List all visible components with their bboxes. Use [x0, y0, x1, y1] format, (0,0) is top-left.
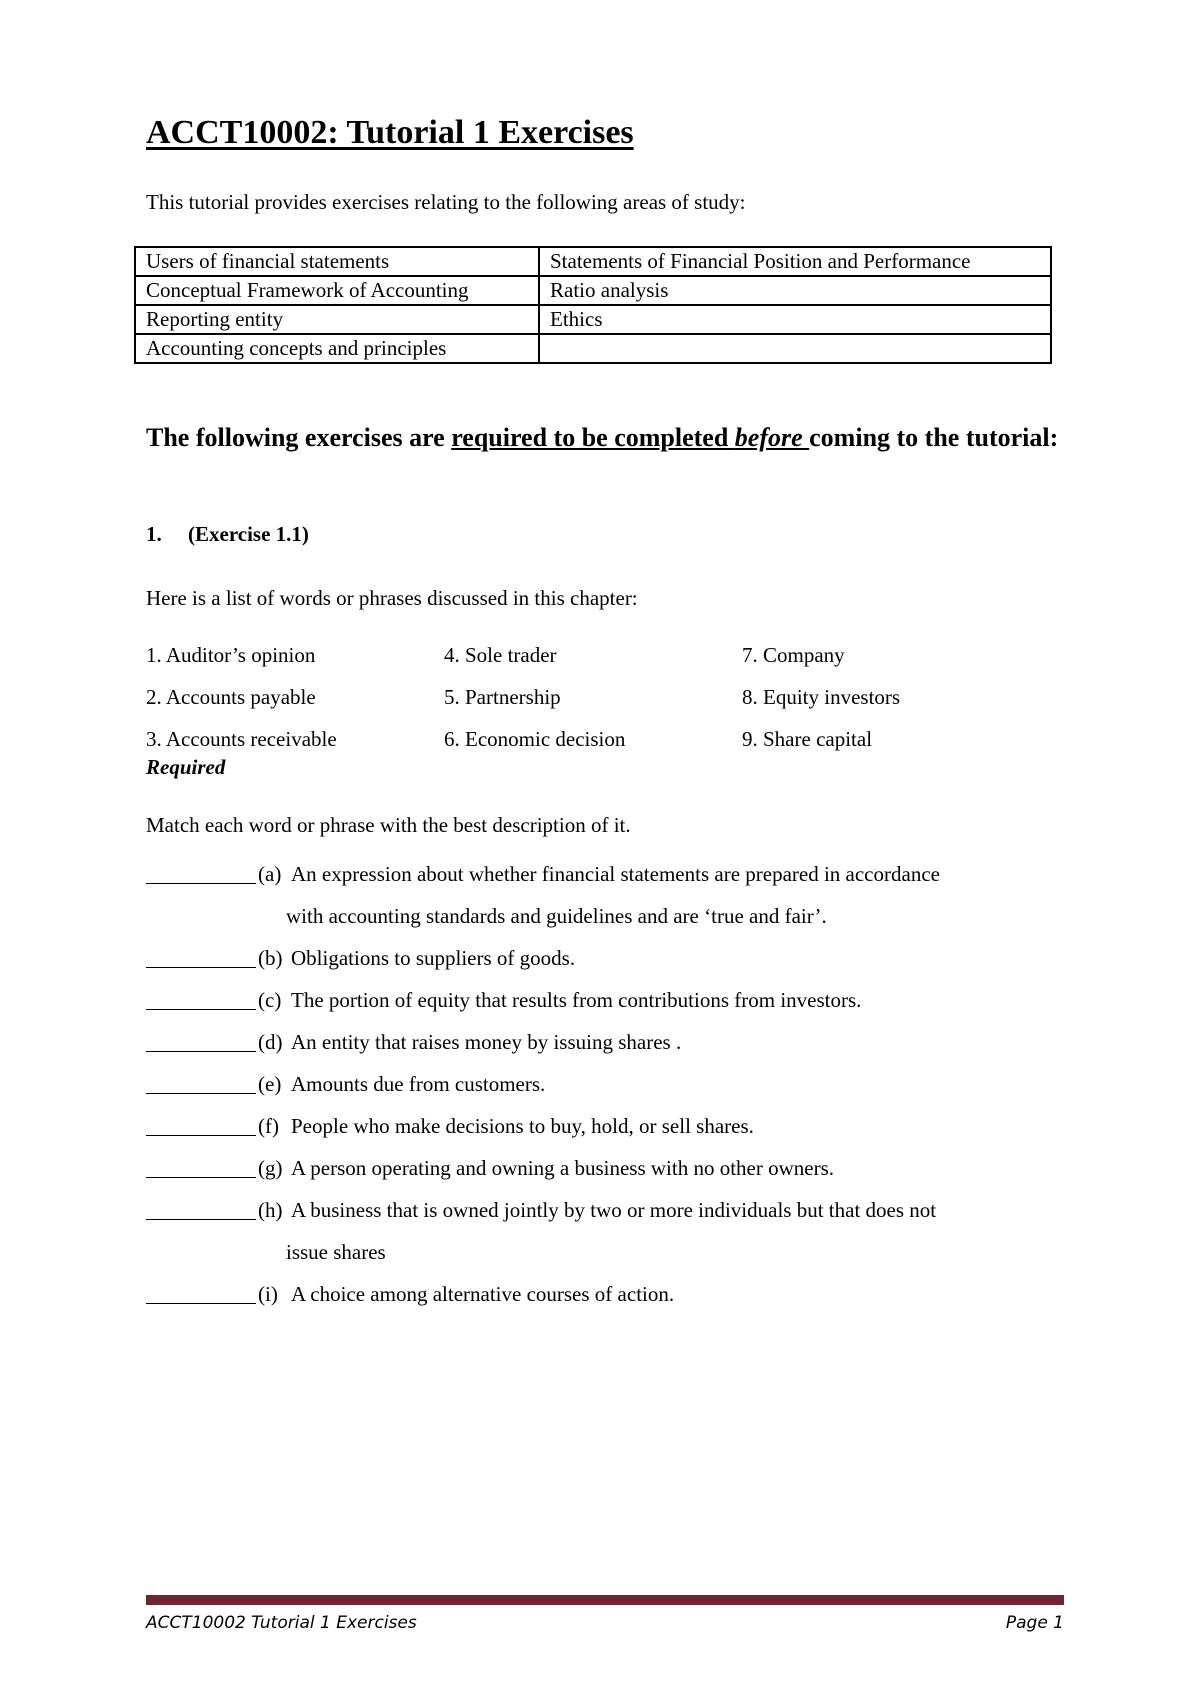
item-letter: (f) [258, 1114, 279, 1138]
term-item: 7. Company [742, 643, 845, 667]
document-page [146, 0, 1064, 1698]
item-text: People who make decisions to buy, hold, or sell shares. [291, 1114, 754, 1138]
instruction-text: Match each word or phrase with the best description of it. [146, 813, 631, 837]
item-description [291, 1063, 1064, 1105]
list-item [146, 1021, 1064, 1063]
required-label: Required [146, 755, 226, 779]
footer-course-title: ACCT10002 Tutorial 1 Exercises [146, 1613, 417, 1633]
document-title: ACCT10002: Tutorial 1 Exercises [146, 114, 634, 151]
table-cell: Accounting concepts and principles [135, 334, 539, 363]
list-item [146, 853, 1064, 937]
item-description [291, 1273, 1064, 1315]
answer-blank [146, 937, 256, 968]
table-cell [539, 334, 1051, 363]
answer-blank [146, 1105, 256, 1136]
item-letter: (e) [258, 1072, 282, 1096]
answer-blank [146, 1273, 256, 1304]
lead-emphasis-part: before [734, 423, 810, 452]
item-letter: (b) [258, 946, 283, 970]
item-description [286, 853, 1064, 937]
item-text: An entity that raises money by issuing shares . [291, 1030, 682, 1054]
exercise-number: 1. [146, 522, 162, 546]
item-description [291, 979, 1064, 1021]
exercise-heading [146, 522, 309, 547]
term-item: 1. Auditor’s opinion [146, 643, 316, 667]
item-description [291, 937, 1064, 979]
item-letter: (h) [258, 1198, 283, 1222]
answer-blank [146, 853, 256, 884]
term-item: 8. Equity investors [742, 685, 901, 709]
list-item [146, 937, 1064, 979]
item-text: A choice among alternative courses of action. [291, 1282, 675, 1306]
item-text: The portion of equity that results from contributions from investors. [291, 988, 862, 1012]
item-description [291, 1147, 1064, 1189]
list-item [146, 1273, 1064, 1315]
table-cell: Statements of Financial Position and Performance [539, 247, 1051, 276]
item-description [291, 1021, 1064, 1063]
table-row [135, 247, 1051, 276]
table-cell: Conceptual Framework of Accounting [135, 276, 539, 305]
footer-divider [146, 1595, 1064, 1605]
lead-part: The following exercises are [146, 423, 452, 452]
intro-text: This tutorial provides exercises relating to the following areas of study: [146, 190, 746, 214]
answer-blank [146, 1189, 256, 1220]
footer-page-number: Page 1 [1005, 1613, 1064, 1633]
item-letter: (g) [258, 1156, 283, 1180]
list-item [146, 1189, 1064, 1273]
item-letter: (c) [258, 988, 282, 1012]
list-item [146, 979, 1064, 1021]
item-letter: (d) [258, 1030, 283, 1054]
exercise-label: (Exercise 1.1) [188, 522, 309, 546]
item-description [286, 1189, 1064, 1273]
item-text-continued: with accounting standards and guidelines and are ‘true and fair’. [286, 904, 827, 928]
term-item: 4. Sole trader [444, 643, 557, 667]
term-list-intro: Here is a list of words or phrases discussed in this chapter: [146, 586, 638, 610]
required-before-tutorial-heading [146, 421, 1064, 455]
answer-blank [146, 1147, 256, 1178]
item-text-continued: issue shares [286, 1240, 386, 1264]
lead-underlined-part: required to be completed [451, 423, 735, 452]
item-text: Obligations to suppliers of goods. [291, 946, 576, 970]
term-item: 6. Economic decision [444, 727, 626, 751]
study-areas-table [134, 246, 1052, 364]
answer-blank [146, 1063, 256, 1094]
table-cell: Reporting entity [135, 305, 539, 334]
item-text: Amounts due from customers. [291, 1072, 546, 1096]
table-row [135, 276, 1051, 305]
item-description [291, 1105, 1064, 1147]
term-item: 2. Accounts payable [146, 685, 316, 709]
item-text: A person operating and owning a business with no other owners. [291, 1156, 834, 1180]
table-row [135, 305, 1051, 334]
term-item: 5. Partnership [444, 685, 561, 709]
term-item: 9. Share capital [742, 727, 873, 751]
term-item: 3. Accounts receivable [146, 727, 337, 751]
table-row [135, 334, 1051, 363]
list-item [146, 1063, 1064, 1105]
list-item [146, 1105, 1064, 1147]
table-cell: Users of financial statements [135, 247, 539, 276]
matching-list [146, 853, 1064, 1315]
item-letter: (i) [258, 1282, 278, 1306]
lead-part: coming to the tutorial: [809, 423, 1059, 452]
item-text: An expression about whether financial statements are prepared in accordance [291, 862, 940, 886]
item-letter: (a) [258, 862, 282, 886]
table-cell: Ratio analysis [539, 276, 1051, 305]
item-text: A business that is owned jointly by two or more individuals but that does not [291, 1198, 937, 1222]
answer-blank [146, 1021, 256, 1052]
table-cell: Ethics [539, 305, 1051, 334]
answer-blank [146, 979, 256, 1010]
list-item [146, 1147, 1064, 1189]
